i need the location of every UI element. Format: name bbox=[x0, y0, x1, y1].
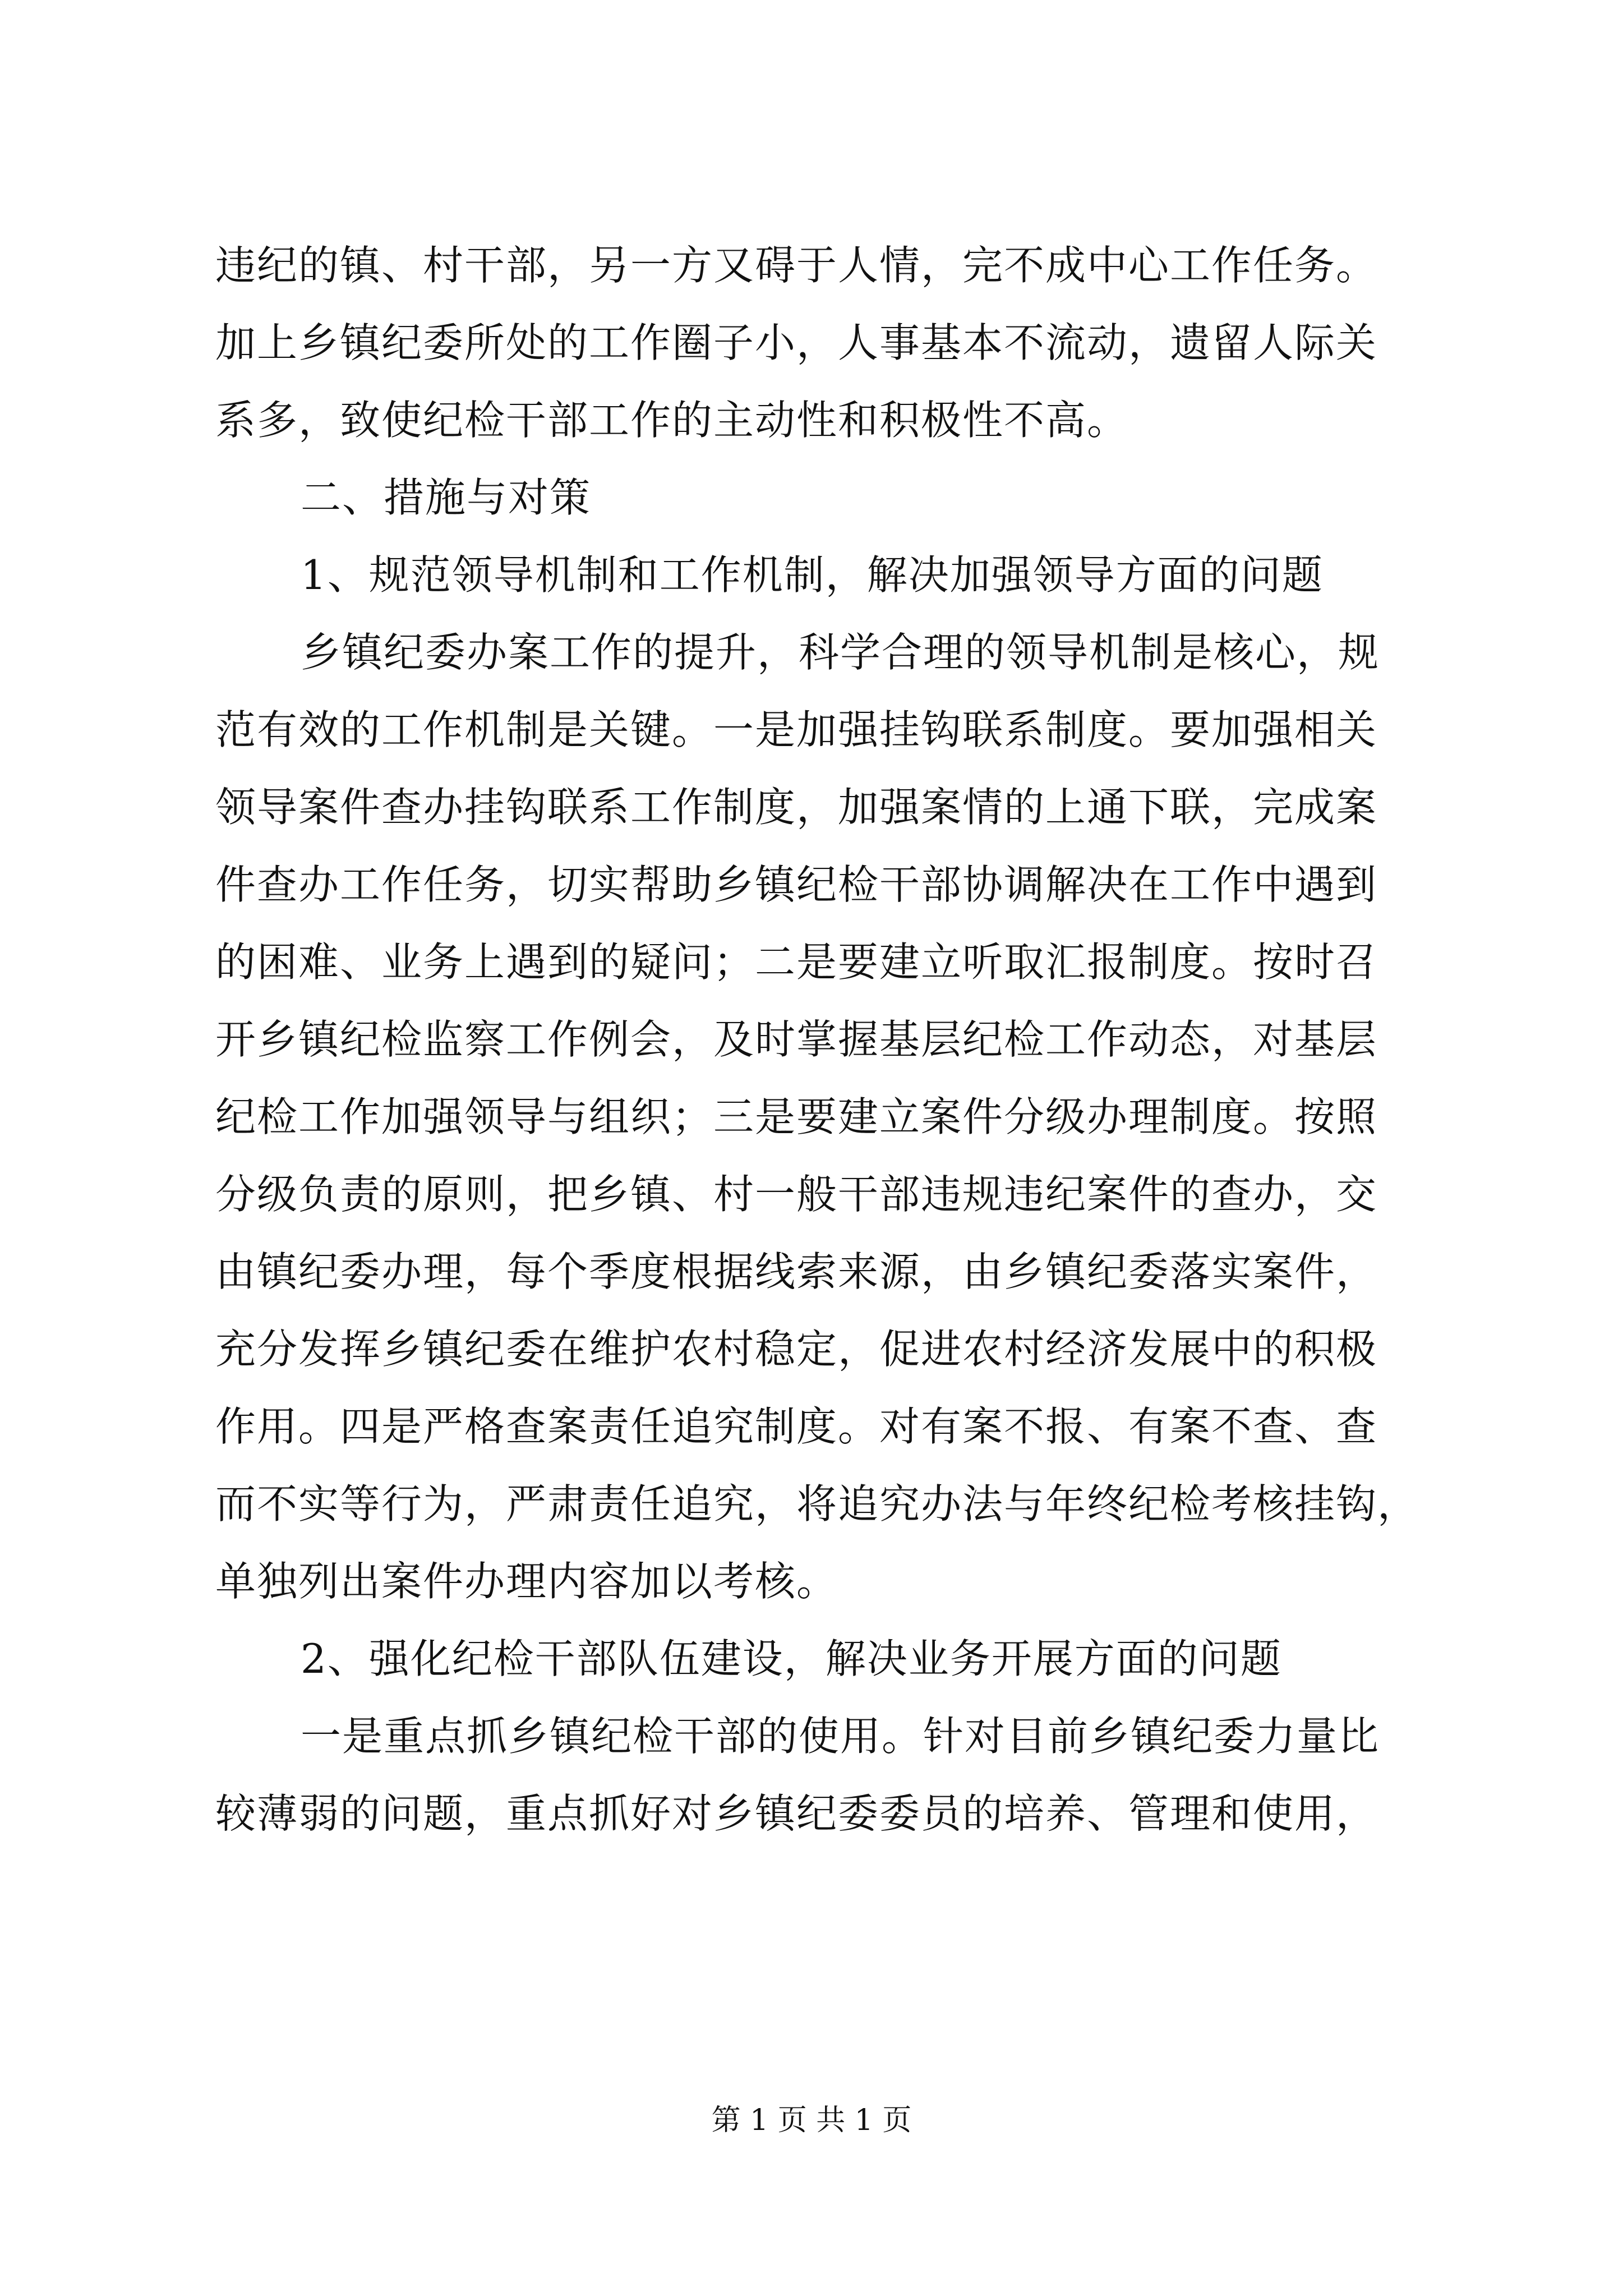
text-line: 较薄弱的问题，重点抓好对乡镇纪委委员的培养、管理和使用， bbox=[215, 1790, 1378, 1837]
text-line: 系多，致使纪检干部工作的主动性和积极性不高。 bbox=[215, 397, 1129, 444]
text-line: 范有效的工作机制是关键。一是加强挂钩联系制度。要加强相关 bbox=[215, 706, 1378, 753]
text-line: 而不实等行为，严肃责任追究，将追究办法与年终纪检考核挂钩， bbox=[215, 1480, 1419, 1527]
text-line: 分级负责的原则，把乡镇、村一般干部违规违纪案件的查办，交 bbox=[215, 1171, 1378, 1218]
text-line: 领导案件查办挂钩联系工作制度，加强案情的上通下联，完成案 bbox=[215, 784, 1378, 831]
text-line: 加上乡镇纪委所处的工作圈子小，人事基本不流动，遗留人际关 bbox=[215, 319, 1378, 366]
page-footer bbox=[0, 2098, 1623, 2143]
subsection-heading: 1、规范领导机制和工作机制，解决加强领导方面的问题 bbox=[301, 551, 1324, 599]
text-line: 件查办工作任务，切实帮助乡镇纪检干部协调解决在工作中遇到 bbox=[215, 861, 1378, 908]
section-heading: 二、措施与对策 bbox=[301, 474, 592, 521]
text-line: 充分发挥乡镇纪委在维护农村稳定，促进农村经济发展中的积极 bbox=[215, 1326, 1378, 1373]
text-line: 开乡镇纪检监察工作例会，及时掌握基层纪检工作动态，对基层 bbox=[215, 1016, 1378, 1063]
text-line: 违纪的镇、村干部，另一方又碍于人情，完不成中心工作任务。 bbox=[215, 242, 1378, 289]
text-line: 乡镇纪委办案工作的提升，科学合理的领导机制是核心，规 bbox=[301, 629, 1380, 676]
text-line: 一是重点抓乡镇纪检干部的使用。针对目前乡镇纪委力量比 bbox=[301, 1713, 1380, 1760]
subsection-heading: 2、强化纪检干部队伍建设，解决业务开展方面的问题 bbox=[301, 1635, 1282, 1682]
text-line: 的困难、业务上遇到的疑问；二是要建立听取汇报制度。按时召 bbox=[215, 938, 1378, 986]
page-number: 第 1 页 共 1 页 bbox=[711, 2104, 912, 2137]
text-line: 作用。四是严格查案责任追究制度。对有案不报、有案不查、查 bbox=[215, 1403, 1378, 1450]
text-line: 纪检工作加强领导与组织；三是要建立案件分级办理制度。按照 bbox=[215, 1093, 1378, 1140]
text-line: 由镇纪委办理，每个季度根据线索来源，由乡镇纪委落实案件， bbox=[215, 1248, 1378, 1295]
text-line: 单独列出案件办理内容加以考核。 bbox=[215, 1558, 838, 1605]
document-body bbox=[215, 227, 1419, 1852]
